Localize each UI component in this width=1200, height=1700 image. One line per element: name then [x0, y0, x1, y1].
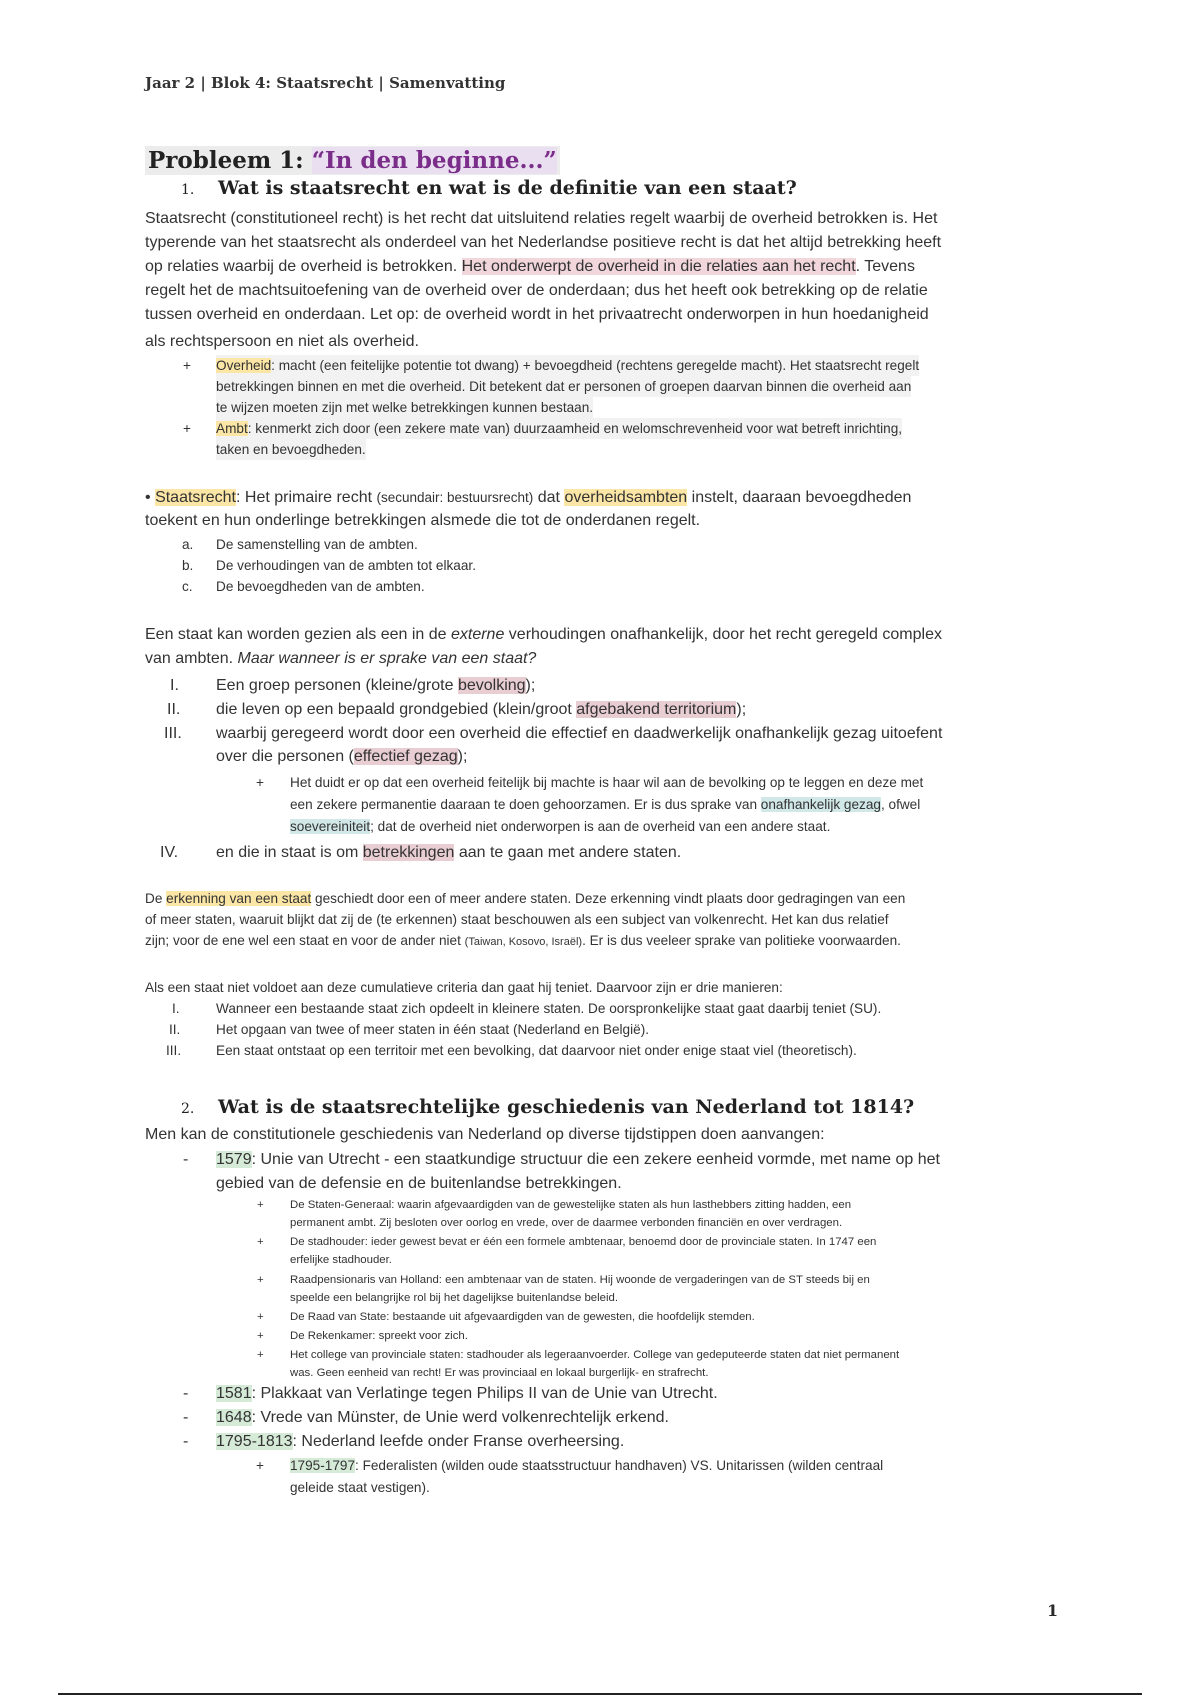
gezag-note-1: Het duidt er op dat een overheid feitelijk bij machte is haar wil aan de bevolking op te leggen en deze met [290, 775, 924, 790]
list-item: De verhoudingen van de ambten tot elkaar. [216, 558, 476, 573]
q1-line-5: tussen overheid en onderdaan. Let op: de overheid wordt in het privaatrecht onderworpen in hun hoedanigheid [145, 306, 929, 323]
bullet-marker: + [257, 1199, 264, 1211]
bullet-marker: + [257, 1349, 264, 1361]
subitem-line: De Staten-Generaal: waarin afgevaardigden van de gewestelijke staten als hun lasthebbers zitting hadden, een [290, 1199, 852, 1211]
list-label: a. [182, 537, 194, 552]
staat-line-2: van ambten. Maar wanneer is er sprake van een staat? [145, 650, 537, 667]
subitem-line: De stadhouder: ieder gewest bevat er één een formele ambtenaar, benoemd door de provinciale staten. In 1747 een [290, 1236, 877, 1248]
ambt-line-2: taken en bevoegdheden. [216, 439, 366, 460]
overheid-bullet: Overheid: macht (een feitelijke potentie tot dwang) + bevoegdheid (rechtens geregelde macht). Het staatsrecht regelt [216, 355, 919, 376]
subitem-line: De Raad van State: bestaande uit afgevaardigden van de gewesten, die hoofdelijk stemden. [290, 1311, 755, 1323]
subitem-line: Het college van provinciale staten: stadhouder als legeraanvoerder. College van gedeputeerde staten dat niet permanent [290, 1349, 900, 1361]
gezag-note-3: soevereiniteit; dat de overheid niet onderworpen is aan de overheid van een andere staat. [290, 819, 831, 834]
staat-line-1: Een staat kan worden gezien als een in de externe verhoudingen onafhankelijk, door het recht geregeld complex [145, 626, 942, 643]
history-1579: 1579: Unie van Utrecht - een staatkundige structuur die een zekere eenheid vormde, met name op het [216, 1151, 940, 1168]
overheid-line-2: betrekkingen binnen en met die overheid. Dit betekent dat er personen of groepen daarvan binnen die overheid aan [216, 376, 911, 397]
bullet-marker: + [183, 358, 191, 373]
history-1648: 1648: Vrede van Münster, de Unie werd volkenrechtelijk erkend. [216, 1409, 669, 1426]
question-1-heading [181, 177, 797, 199]
staatsrecht-definition: • Staatsrecht: Het primaire recht (secundair: bestuursrecht) dat overheidsambten instelt, daaraan bevoegdheden [145, 489, 912, 506]
q1-line-2: typerende van het staatsrecht als onderdeel van het Nederlandse positieve recht is dat het altijd betrekking heeft [145, 234, 942, 251]
list-label: II. [167, 701, 181, 718]
gezag-note-2: een zekere permanentie daaraan te doen gehoorzamen. Er is dus sprake van onafhankelijk gezag, ofwel [290, 797, 921, 812]
problem-title [145, 146, 560, 175]
overheid-line-3: te wijzen moeten zijn met welke betrekkingen kunnen bestaan. [216, 397, 593, 418]
history-1795: 1795-1813: Nederland leefde onder Franse overheersing. [216, 1433, 625, 1450]
teniet-intro: Als een staat niet voldoet aan deze cumulatieve criteria dan gaat hij teniet. Daarvoor zijn er drie manieren: [145, 980, 783, 995]
q1-line-6: als rechtspersoon en niet als overheid. [145, 333, 419, 350]
bottom-rule [58, 1693, 1142, 1695]
staat-criterion-3: waarbij geregeerd wordt door een overheid die effectief en daadwerkelijk onafhankelijk gezag uitoefent [216, 725, 943, 742]
staat-criterion-1: Een groep personen (kleine/grote bevolking); [216, 677, 536, 694]
problem-prefix: Probleem 1: [148, 147, 312, 174]
list-item: De bevoegdheden van de ambten. [216, 579, 425, 594]
subitem-line: Raadpensionaris van Holland: een ambtenaar van de staten. Hij woonde de vergaderingen van de ST steeds bij en [290, 1274, 870, 1286]
bullet-marker: + [256, 775, 264, 790]
staat-criterion-3-line-2: over die personen (effectief gezag); [216, 748, 468, 765]
q1-highlight: Het onderwerpt de overheid in die relaties aan het recht [461, 258, 856, 275]
question-2-title: Wat is de staatsrechtelijke geschiedenis van Nederland tot 1814? [218, 1096, 915, 1118]
erkenning-line-1: De erkenning van een staat geschiedt door een of meer andere staten. Deze erkenning vindt plaats door gedragingen van een [145, 891, 906, 906]
question-2-heading [181, 1096, 915, 1118]
problem-quote: “In den beginne...” [311, 147, 557, 174]
list-item: De samenstelling van de ambten. [216, 537, 418, 552]
subitem-line: speelde een belangrijke rol bij het dagelijkse buitenlandse beleid. [290, 1292, 619, 1304]
history-1581: 1581: Plakkaat van Verlatinge tegen Philips II van de Unie van Utrecht. [216, 1385, 718, 1402]
list-label: IV. [160, 844, 179, 861]
question-1-number: 1. [181, 182, 195, 198]
bullet-marker: + [257, 1311, 264, 1323]
question-1-title: Wat is staatsrecht en wat is de definitie van een staat? [218, 177, 797, 199]
list-label: III. [166, 1043, 182, 1058]
subitem-line: erfelijke stadhouder. [290, 1254, 392, 1266]
q1-line-3: op relaties waarbij de overheid is betrokken. Het onderwerpt de overheid in die relaties aan het recht. Tevens [145, 258, 915, 275]
question-2-number: 2. [181, 1101, 195, 1117]
history-1797-line-2: geleide staat vestigen). [290, 1480, 430, 1495]
document-header: Jaar 2 | Blok 4: Staatsrecht | Samenvatting [145, 74, 506, 92]
bullet-marker: + [257, 1236, 264, 1248]
list-label: I. [172, 1001, 180, 1016]
dash-marker: - [183, 1433, 189, 1450]
history-1797: 1795-1797: Federalisten (wilden oude staatsstructuur handhaven) VS. Unitarissen (wilden centraal [290, 1458, 884, 1473]
bullet-marker: + [257, 1274, 264, 1286]
dash-marker: - [183, 1409, 189, 1426]
list-label: II. [169, 1022, 181, 1037]
list-label: I. [170, 677, 179, 694]
list-label: c. [182, 579, 193, 594]
history-1579-line-2: gebied van de defensie en de buitenlandse betrekkingen. [216, 1175, 622, 1192]
ambt-bullet: Ambt: kenmerkt zich door (een zekere mate van) duurzaamheid en welomschrevenheid voor wat betreft inrichting, [216, 418, 902, 439]
erkenning-line-3: zijn; voor de ene wel een staat en voor de ander niet (Taiwan, Kosovo, Israël). Er is dus veeleer sprake van politieke voorwaarden. [145, 933, 901, 948]
bullet-marker: + [257, 1330, 264, 1342]
staat-criterion-2: die leven op een bepaald grondgebied (klein/groot afgebakend territorium); [216, 701, 747, 718]
subitem-line: permanent ambt. Zij besloten over oorlog en vrede, over de daarmee verbonden financiën en over verdragen. [290, 1217, 843, 1229]
staat-criterion-4: en die in staat is om betrekkingen aan te gaan met andere staten. [216, 844, 682, 861]
q2-intro: Men kan de constitutionele geschiedenis van Nederland op diverse tijdstippen doen aanvangen: [145, 1126, 825, 1143]
dash-marker: - [183, 1385, 189, 1402]
bullet-marker: + [183, 421, 191, 436]
list-label: III. [164, 725, 182, 742]
list-label: b. [182, 558, 194, 573]
bullet-marker: + [256, 1458, 264, 1473]
teniet-item: Het opgaan van twee of meer staten in één staat (Nederland en België). [216, 1022, 650, 1037]
subitem-line: was. Geen eenheid van recht! Er was provinciaal en lokaal burgerlijk- en strafrecht. [290, 1367, 709, 1379]
q1-line-1: Staatsrecht (constitutioneel recht) is het recht dat uitsluitend relaties regelt waarbij de overheid betrokken is. Het [145, 210, 938, 227]
subitem-line: De Rekenkamer: spreekt voor zich. [290, 1330, 468, 1342]
page-number: 1 [1047, 1601, 1059, 1620]
dash-marker: - [183, 1151, 189, 1168]
teniet-item: Wanneer een bestaande staat zich opdeelt in kleinere staten. De oorspronkelijke staat gaat daarbij teniet (SU). [216, 1001, 882, 1016]
staatsrecht-line-2: toekent en hun onderlinge betrekkingen alsmede die tot de onderdanen regelt. [145, 512, 701, 529]
q1-line-4: regelt het de machtsuitoefening van de overheid over de onderdaan; dus het heeft ook betrekking op de relatie [145, 282, 928, 299]
erkenning-line-2: of meer staten, waaruit blijkt dat zij de (te erkennen) staat beschouwen als een subject van volkenrecht. Het kan dus relatief [145, 912, 889, 927]
teniet-item: Een staat ontstaat op een territoir met een bevolking, dat daarvoor niet onder enige staat viel (theoretisch). [216, 1043, 857, 1058]
